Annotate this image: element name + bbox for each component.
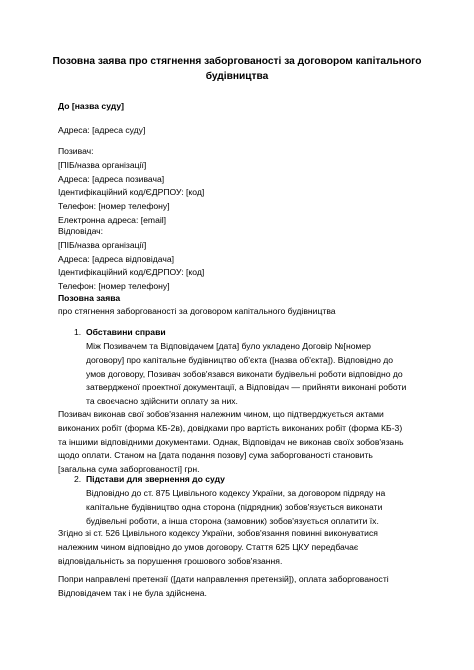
plaintiff-block (58, 145, 420, 228)
section-2-title: Підстави для звернення до суду (86, 474, 225, 484)
court-address: Адреса: [адреса суду] (58, 125, 146, 135)
court-name: До [назва суду] (58, 101, 124, 111)
paragraph-line: Попри направлені претензії ([дати направлення претензій]), оплата заборгованості (58, 574, 389, 584)
section-2-body (86, 487, 420, 528)
section-2-line: будівельні роботи, а інша сторона (замовник) зобов'язується оплатити їх. (86, 515, 379, 526)
paragraph-performance (58, 408, 420, 477)
section-2-number: 2. (74, 474, 82, 484)
paragraph-line: та іншими відповідними документами. Однак, Відповідач не виконав своїх зобов'язань (58, 436, 404, 447)
defendant-phone: Телефон: [номер телефону] (58, 281, 170, 292)
section-2-line: капітальне будівництво одна сторона (підрядник) зобов'язується виконати (86, 501, 383, 512)
defendant-name: [ПІБ/назва організації] (58, 239, 147, 250)
plaintiff-address: Адреса: [адреса позивача] (58, 173, 165, 184)
defendant-block (58, 225, 420, 294)
paragraph-line: виконаних робіт (форма КБ-2в), довідками про вартість виконаних робіт (форма КБ-3) (58, 422, 403, 433)
document-title: Позовна заява про стягнення заборгованості за договором капітального будівництва (52, 56, 422, 82)
plaintiff-phone: Телефон: [номер телефону] (58, 201, 170, 212)
paragraph-claims (58, 573, 420, 601)
claim-subheading: про стягнення заборгованості за договором капітального будівництва (58, 306, 336, 316)
paragraph-line: щодо оплати. Станом на [дата подання позову] сума заборгованості становить (58, 450, 373, 461)
paragraph-line: Згідно зі ст. 526 Цивільного кодексу України, зобов'язання повинні виконуватися (58, 528, 378, 538)
section-1-title: Обставини справи (86, 327, 166, 337)
plaintiff-id-code: Ідентифікаційний код/ЄДРПОУ: [код] (58, 187, 205, 198)
defendant-heading: Відповідач: (58, 226, 104, 236)
plaintiff-heading: Позивач: (58, 146, 94, 156)
section-2-line: Відповідно до ст. 875 Цивільного кодексу України, за договором підряду на (86, 488, 386, 498)
section-1-body (86, 340, 420, 409)
paragraph-line: Позивач виконав свої зобов'язання належним чином, що підтверджується актами (58, 409, 384, 419)
section-1-line: затвердженої проектної документації, а Відповідач — прийняти виконані роботи (86, 382, 407, 393)
paragraph-line: Відповідачем так і не була здійснена. (58, 587, 207, 598)
section-1-line: та своєчасно здійснити оплату за них. (86, 396, 238, 407)
section-1-line: договору] про капітальне будівництво об'єкта ([назва об'єкта]). Відповідно до (86, 354, 394, 365)
section-1-number: 1. (74, 327, 82, 337)
paragraph-line: відповідальність за порушення грошового зобов'язання. (58, 555, 283, 566)
paragraph-line: [загальна сума заборгованості] грн. (58, 464, 200, 475)
plaintiff-name: [ПІБ/назва організації] (58, 159, 147, 170)
section-1-line: Між Позивачем та Відповідачем [дата] було укладено Договір №[номер (86, 341, 371, 351)
claim-heading: Позовна заява (58, 293, 121, 303)
paragraph-legal-basis (58, 527, 420, 568)
paragraph-line: належним чином відповідно до умов договору. Стаття 625 ЦКУ передбачає (58, 541, 359, 552)
plaintiff-email: Електронна адреса: [email] (58, 214, 167, 225)
defendant-id-code: Ідентифікаційний код/ЄДРПОУ: [код] (58, 267, 205, 278)
section-1-line: умов договору, Позивач зобов'язався виконати будівельні роботи відповідно до (86, 368, 403, 379)
defendant-address: Адреса: [адреса відповідача] (58, 253, 175, 264)
